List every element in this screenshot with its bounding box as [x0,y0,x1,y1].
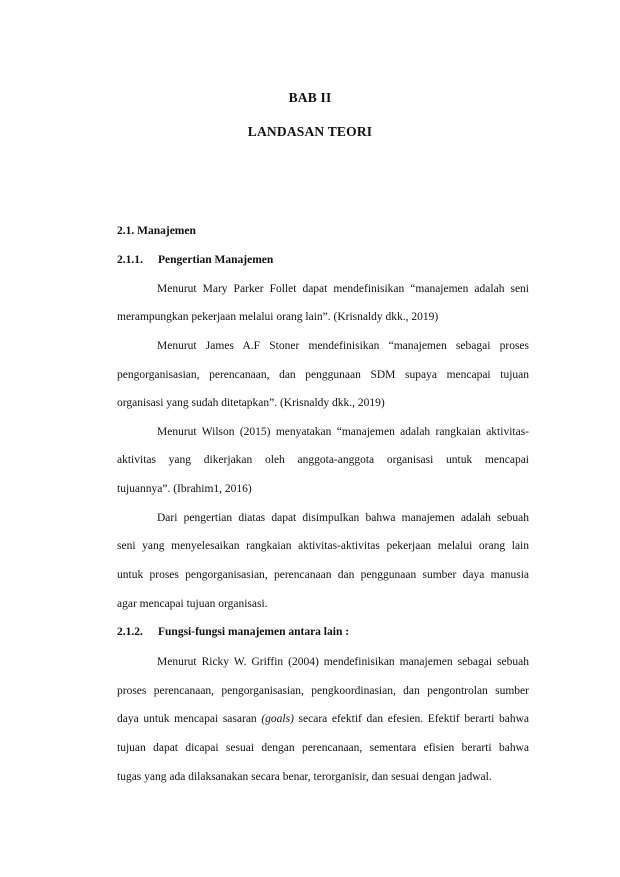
paragraph-5-line-4: tujuan dapat dicapai sesuai dengan perencanaan, sementara efisien berarti bahwa [117,742,529,754]
section-number: 2.1.1. [117,254,143,266]
section-heading-2-1-1 [117,254,273,266]
italic-term: (goals) [261,713,294,725]
paragraph-1-line-1: Menurut Mary Parker Follet dapat mendefinisikan “manajemen adalah seni [157,283,529,295]
paragraph-5-line-3 [117,712,529,726]
paragraph-2-line-1: Menurut James A.F Stoner mendefinisikan “manajemen sebagai proses [157,340,529,352]
paragraph-5-line-5: tugas yang ada dilaksanakan secara benar, terorganisir, dan sesuai dengan jadwal. [117,771,492,783]
section-number: 2.1.2. [117,626,143,638]
text-run: daya untuk mencapai sasaran [117,713,262,725]
paragraph-4-line-3: untuk proses pengorganisasian, perencanaan dan penggunaan sumber daya manusia [117,569,529,581]
paragraph-1-line-2: merampungkan pekerjaan melalui orang lain”. (Krisnaldy dkk., 2019) [117,311,439,323]
paragraph-5-line-2: proses perencanaan, pengorganisasian, pengkoordinasian, dan pengontrolan sumber [117,685,529,697]
paragraph-3-line-2: aktivitas yang dikerjakan oleh anggota-anggota organisasi untuk mencapai [117,454,529,466]
section-heading-2-1-2 [117,626,349,638]
chapter-label: BAB II [288,90,332,105]
paragraph-2-line-2: pengorganisasian, perencanaan, dan penggunaan SDM supaya mencapai tujuan [117,369,529,381]
paragraph-4-line-1: Dari pengertian diatas dapat disimpulkan bahwa manajemen adalah sebuah [157,512,529,524]
paragraph-4-line-4: agar mencapai tujuan organisasi. [117,598,268,610]
paragraph-3-line-1: Menurut Wilson (2015) menyatakan “manajemen adalah rangkaian aktivitas- [157,426,529,438]
section-title: Fungsi-fungsi manajemen antara lain : [158,626,350,638]
text-run: secara efektif dan efesien. Efektif berarti bahwa [293,713,529,725]
chapter-title: LANDASAN TEORI [247,124,373,139]
section-heading-2-1: 2.1. Manajemen [117,225,196,237]
paragraph-4-line-2: seni yang menyelesaikan rangkaian aktivitas-aktivitas pekerjaan melalui orang lain [117,540,529,552]
paragraph-2-line-3: organisasi yang sudah ditetapkan”. (Krisnaldy dkk., 2019) [117,397,385,409]
paragraph-5-line-1: Menurut Ricky W. Griffin (2004) mendefinisikan manajemen sebagai sebuah [157,656,529,668]
section-title: Pengertian Manajemen [158,254,274,266]
paragraph-3-line-3: tujuannya”. (Ibrahim1, 2016) [117,483,252,495]
